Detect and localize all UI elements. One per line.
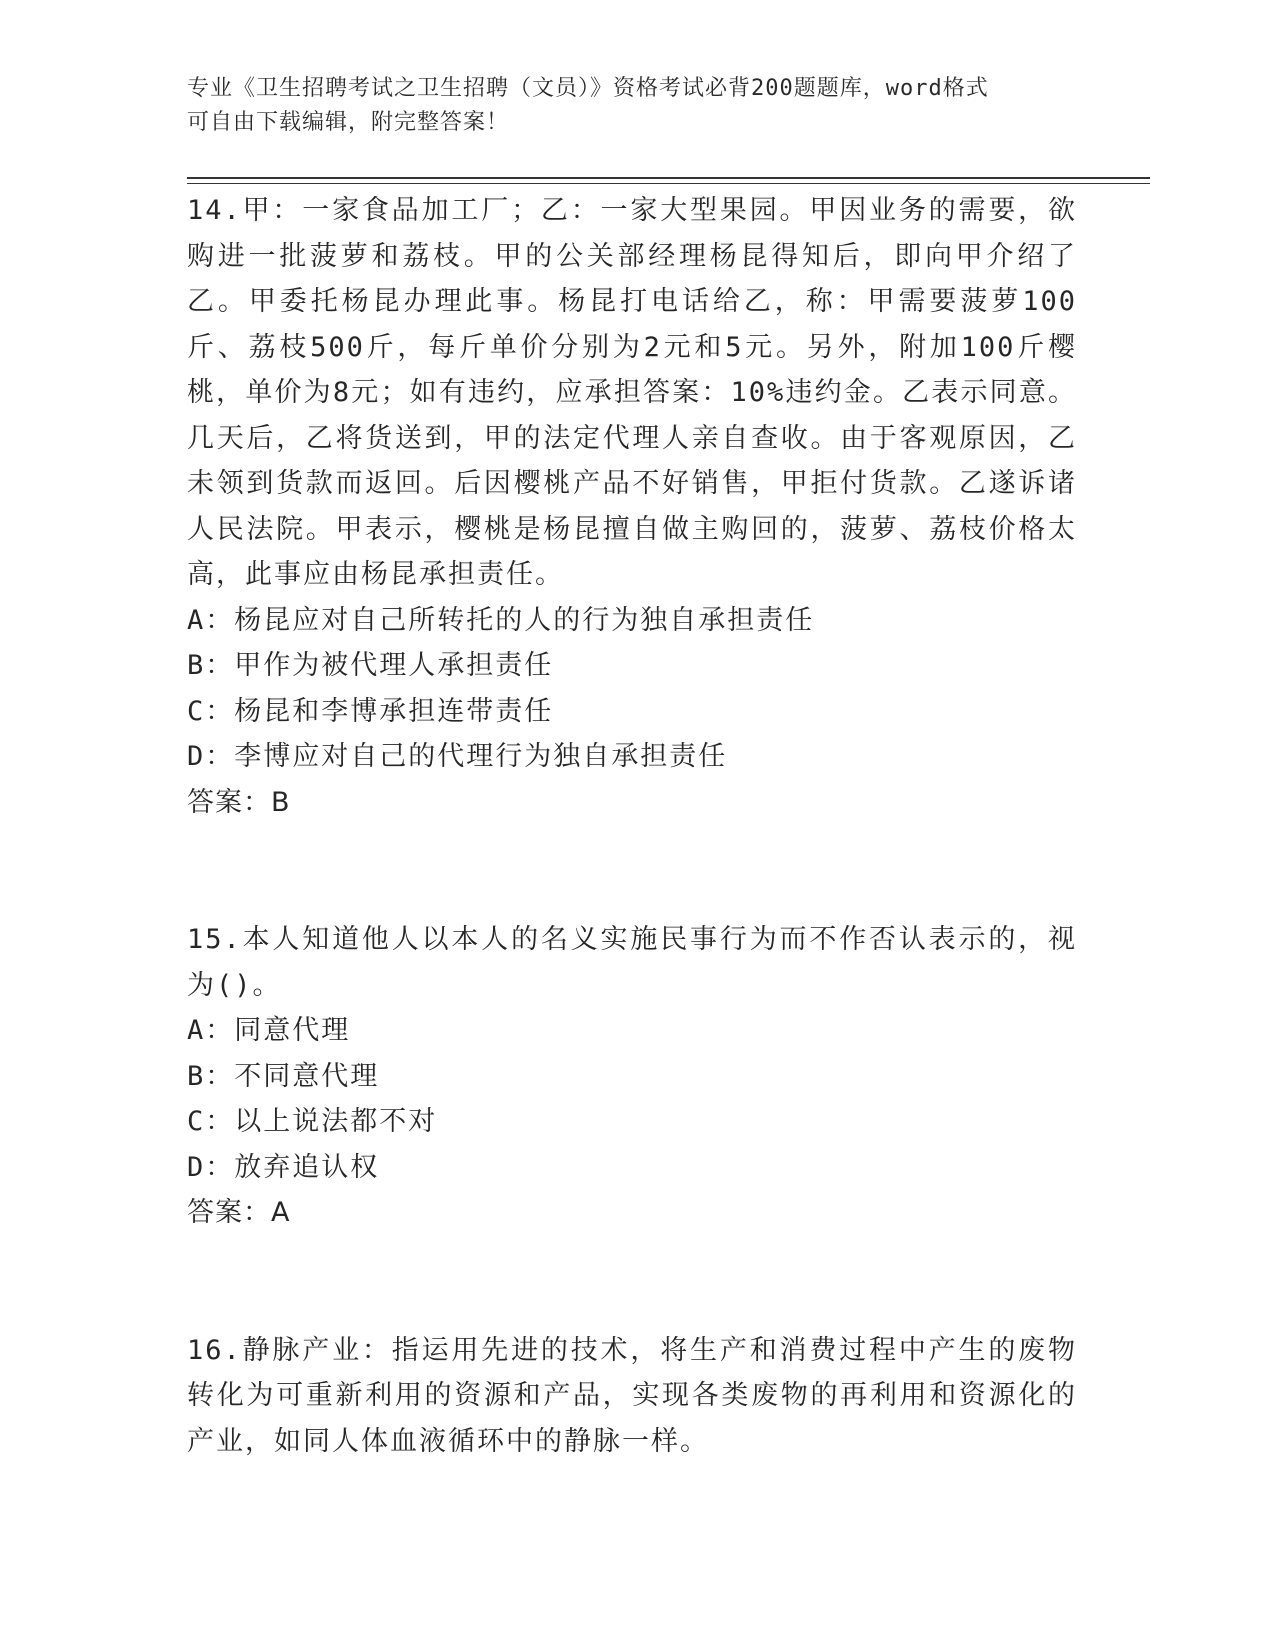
header-line-1: 专业《卫生招聘考试之卫生招聘（文员）》资格考试必背200题题库，word格式 — [187, 76, 989, 101]
header-divider — [187, 177, 1150, 179]
question-16 — [187, 1328, 1077, 1465]
option-a: A：杨昆应对自己所转托的人的行为独自承担责任 — [187, 604, 815, 636]
option-c: C：以上说法都不对 — [187, 1106, 438, 1137]
question-15 — [187, 917, 1077, 1236]
option-a: A：同意代理 — [187, 1015, 351, 1046]
option-d: D：放弃追认权 — [187, 1151, 380, 1183]
question-list — [187, 188, 1077, 1464]
option-d: D：李博应对自己的代理行为独自承担责任 — [187, 741, 728, 772]
question-14 — [187, 188, 1077, 825]
answer: 答案：A — [187, 1197, 291, 1228]
question-stem: 14.甲：一家食品加工厂；乙：一家大型果园。甲因业务的需要，欲购进一批菠萝和荔枝。甲的公关部经理杨昆得知后，即向甲介绍了乙。甲委托杨昆办理此事。杨昆打电话给乙，称：甲需要菠萝100斤、荔枝500斤，每斤单价分别为2元和5元。另外，附加100斤樱桃，单价为8元；如有违约，应承担答案：10%违约金。乙表示同意。几天后，乙将货送到，甲的法定代理人亲自查收。由于客观原因，乙未领到货款而返回。后因樱桃产品不好销售，甲拒付货款。乙遂诉诸人民法院。甲表示，樱桃是杨昆擅自做主购回的，菠萝、荔枝价格太高，此事应由杨昆承担责任。 — [187, 195, 1077, 590]
spacer — [187, 825, 1077, 917]
option-c: C：杨昆和李博承担连带责任 — [187, 695, 554, 727]
header-line-2: 可自由下载编辑，附完整答案！ — [187, 110, 510, 135]
option-b: B：不同意代理 — [187, 1060, 380, 1092]
question-stem: 15.本人知道他人以本人的名义实施民事行为而不作否认表示的，视为()。 — [187, 924, 1077, 1001]
header-divider-thin — [187, 183, 1150, 184]
option-b: B：甲作为被代理人承担责任 — [187, 650, 554, 681]
question-stem: 16.静脉产业：指运用先进的技术，将生产和消费过程中产生的废物转化为可重新利用的资源和产品，实现各类废物的再利用和资源化的产业，如同人体血液循环中的静脉一样。 — [187, 1334, 1077, 1457]
spacer — [187, 1236, 1077, 1328]
answer: 答案：B — [187, 786, 291, 818]
document-header — [187, 72, 1067, 140]
